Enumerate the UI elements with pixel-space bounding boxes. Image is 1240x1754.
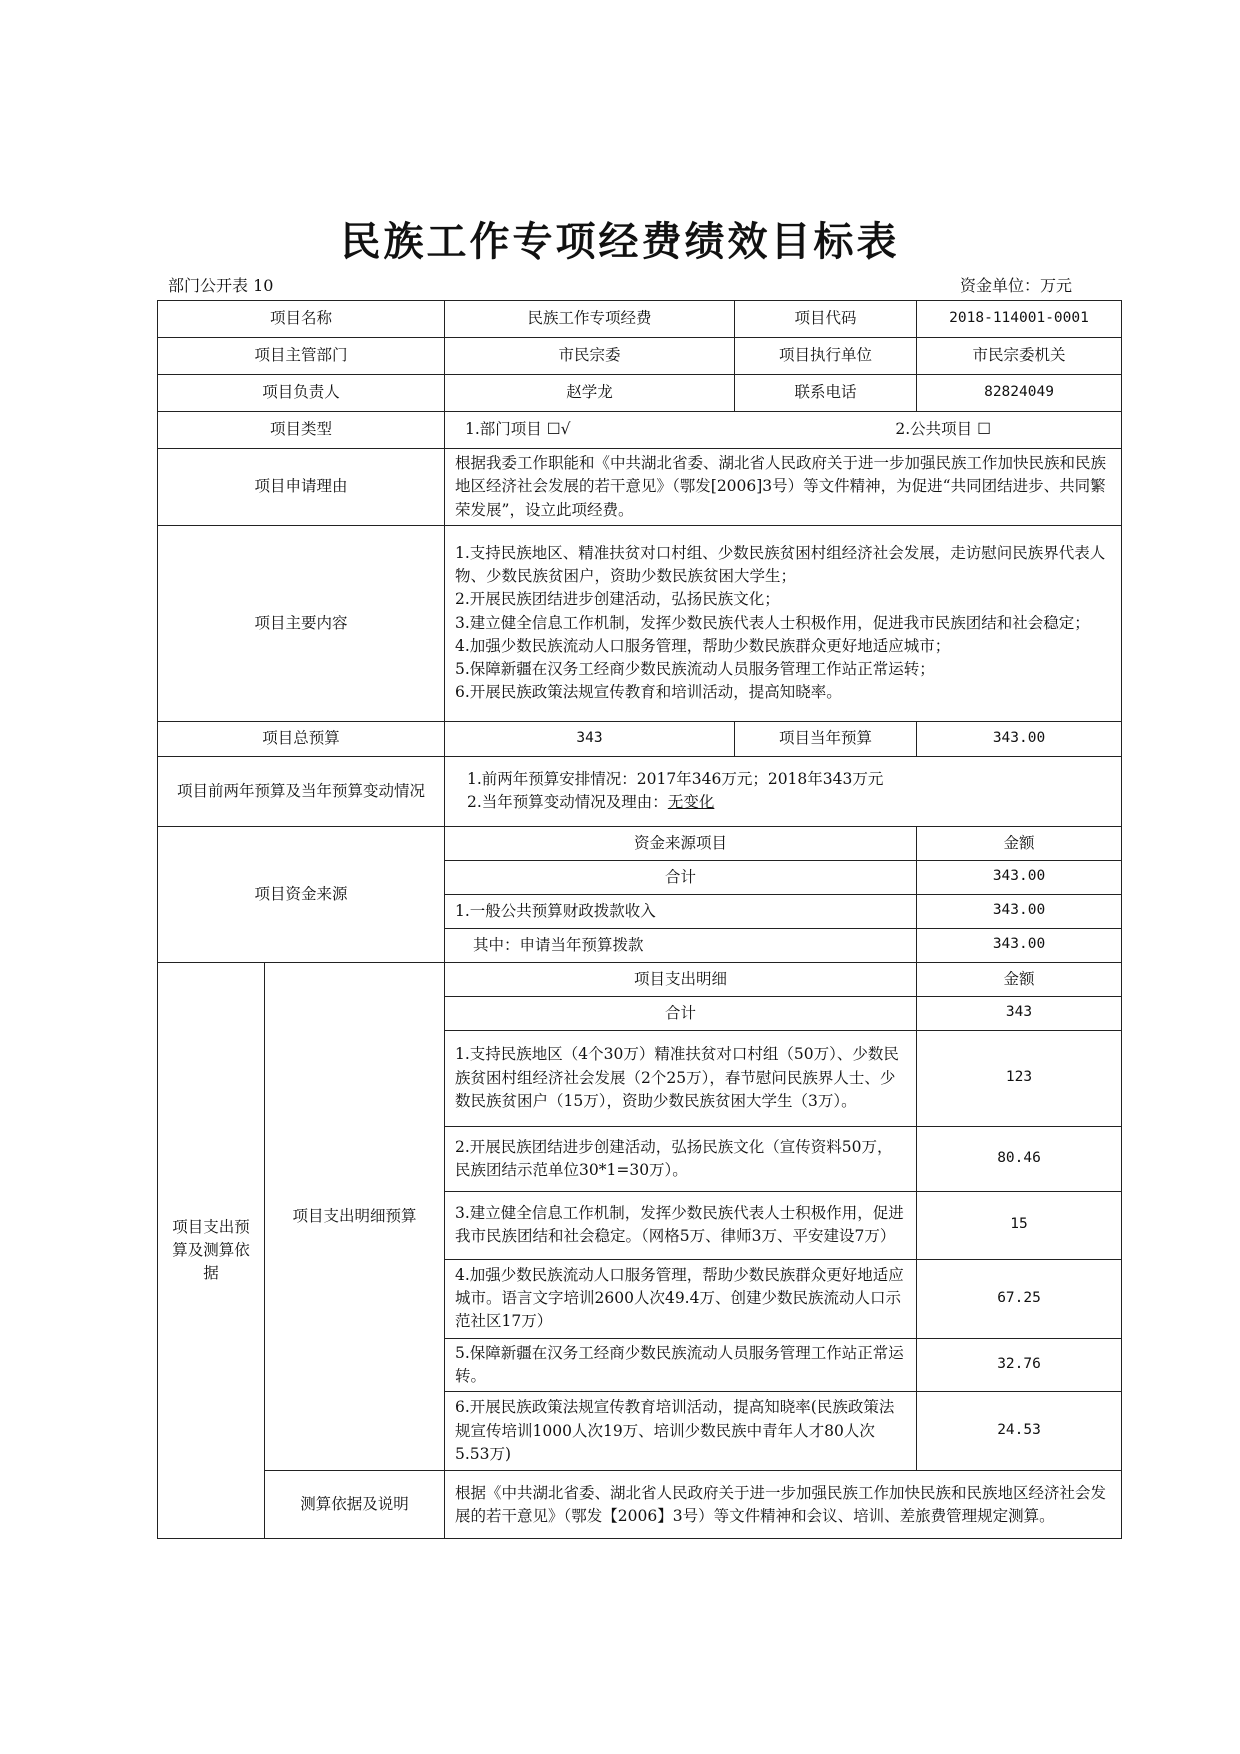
exp-amount: 80.46 [917,1126,1122,1191]
page-title: 民族工作专项经费绩效目标表 [340,219,900,265]
change-line-2-value: 无变化 [667,793,715,812]
exp-item: 3.建立健全信息工作机制，发挥少数民族代表人士积极作用，促进我市民族团结和社会稳定。（网格5万、律师3万、平安建设7万） [445,1191,917,1259]
exp-item: 6.开展民族政策法规宣传教育培训活动，提高知晓率(民族政策法规宣传培训1000人次19万、培训少数民族中青年人才80人次5.53万) [445,1392,917,1471]
fund-amount: 343.00 [917,860,1122,894]
phone-value: 82824049 [917,375,1122,412]
table-row [158,338,1122,375]
exp-total-amount: 343 [917,996,1122,1030]
content-label: 项目主要内容 [158,525,445,721]
content-value [445,525,1122,721]
change-value [445,756,1122,826]
fund-item: 1.一般公共预算财政拨款收入 [445,894,917,928]
expenditure-outer-label: 项目支出预算及测算依据 [158,962,265,1539]
exec-unit-label: 项目执行单位 [735,338,917,375]
currency-unit: 资金单位：万元 [960,276,1073,295]
table-row [158,962,1122,996]
table-row [158,826,1122,860]
table-row [158,449,1122,526]
change-line-2 [467,791,1111,814]
owner-label: 项目负责人 [158,375,445,412]
table-row [158,375,1122,412]
exp-header-item: 项目支出明细 [445,962,917,996]
change-line-2-prefix: 2.当年预算变动情况及理由： [467,793,668,812]
expenditure-inner-label: 项目支出明细预算 [265,962,445,1471]
table-row [158,1471,1122,1539]
content-item: 3.建立健全信息工作机制，发挥少数民族代表人士积极作用，促进我市民族团结和社会稳定； [455,613,1090,632]
project-name-value: 民族工作专项经费 [445,301,735,338]
table-row [158,412,1122,449]
exp-item: 4.加强少数民族流动人口服务管理，帮助少数民族群众更好地适应城市。语言文字培训2600人次49.4万、创建少数民族流动人口示范社区17万） [445,1259,917,1338]
content-item: 2.开展民族团结进步创建活动，弘扬民族文化； [455,590,780,609]
fund-item: 其中：申请当年预算拨款 [445,928,917,962]
table-row [158,301,1122,338]
total-budget-label: 项目总预算 [158,721,445,756]
exec-unit-value: 市民宗委机关 [917,338,1122,375]
exp-item: 2.开展民族团结进步创建活动，弘扬民族文化（宣传资料50万，民族团结示范单位30*1=30万）。 [445,1126,917,1191]
year-budget-value: 343.00 [917,721,1122,756]
exp-amount: 32.76 [917,1338,1122,1392]
type-options [445,412,1122,449]
type-label: 项目类型 [158,412,445,449]
exp-header-amount: 金额 [917,962,1122,996]
exp-amount: 67.25 [917,1259,1122,1338]
form-number: 部门公开表 10 [168,276,274,295]
exp-total-item: 合计 [445,996,917,1030]
table-row [158,525,1122,721]
change-label: 项目前两年预算及当年预算变动情况 [158,756,445,826]
fund-amount: 343.00 [917,928,1122,962]
fund-item: 合计 [445,860,917,894]
content-item: 5.保障新疆在汉务工经商少数民族流动人员服务管理工作站正常运转； [455,660,935,679]
change-line-1: 1.前两年预算安排情况：2017年346万元；2018年343万元 [467,770,884,788]
year-budget-label: 项目当年预算 [735,721,917,756]
fund-header-amount: 金额 [917,826,1122,860]
fund-source-label: 项目资金来源 [158,826,445,962]
content-item: 1.支持民族地区、精准扶贫对口村组、少数民族贫困村组经济社会发展，走访慰问民族界代表人物、少数民族贫困户，资助少数民族贫困大学生； [455,543,1106,586]
reason-label: 项目申请理由 [158,449,445,526]
dept-value: 市民宗委 [445,338,735,375]
dept-label: 项目主管部门 [158,338,445,375]
content-item: 4.加强少数民族流动人口服务管理，帮助少数民族群众更好地适应城市； [455,636,951,655]
project-name-label: 项目名称 [158,301,445,338]
exp-amount: 24.53 [917,1392,1122,1471]
type-option-dept: 1.部门项目 ☐√ [465,420,571,439]
owner-value: 赵学龙 [445,375,735,412]
calc-basis-value: 根据《中共湖北省委、湖北省人民政府关于进一步加强民族工作加快民族和民族地区经济社会发展的若干意见》（鄂发【2006】3号）等文件精神和会议、培训、差旅费管理规定测算。 [445,1471,1122,1539]
exp-item: 1.支持民族地区（4个30万）精准扶贫对口村组（50万）、少数民族贫困村组经济社会发展（2个25万），春节慰问民族界人士、少数民族贫困户（15万），资助少数民族贫困大学生（3万）。 [445,1030,917,1126]
project-code-label: 项目代码 [735,301,917,338]
reason-value: 根据我委工作职能和《中共湖北省委、湖北省人民政府关于进一步加强民族工作加快民族和民族地区经济社会发展的若干意见》（鄂发[2006]3号）等文件精神，为促进“共同团结进步、共同繁荣发展”，设立此项经费。 [445,449,1122,526]
total-budget-value: 343 [445,721,735,756]
content-item: 6.开展民族政策法规宣传教育和培训活动，提高知晓率。 [455,683,842,702]
table-row [158,721,1122,756]
project-code-value: 2018-114001-0001 [917,301,1122,338]
exp-amount: 15 [917,1191,1122,1259]
phone-label: 联系电话 [735,375,917,412]
exp-item: 5.保障新疆在汉务工经商少数民族流动人员服务管理工作站正常运转。 [445,1338,917,1392]
calc-basis-label: 测算依据及说明 [265,1471,445,1539]
fund-amount: 343.00 [917,894,1122,928]
type-option-public: 2.公共项目 ☐ [895,420,992,439]
exp-amount: 123 [917,1030,1122,1126]
table-row [158,756,1122,826]
fund-header-item: 资金来源项目 [445,826,917,860]
performance-target-table [157,300,1122,1539]
